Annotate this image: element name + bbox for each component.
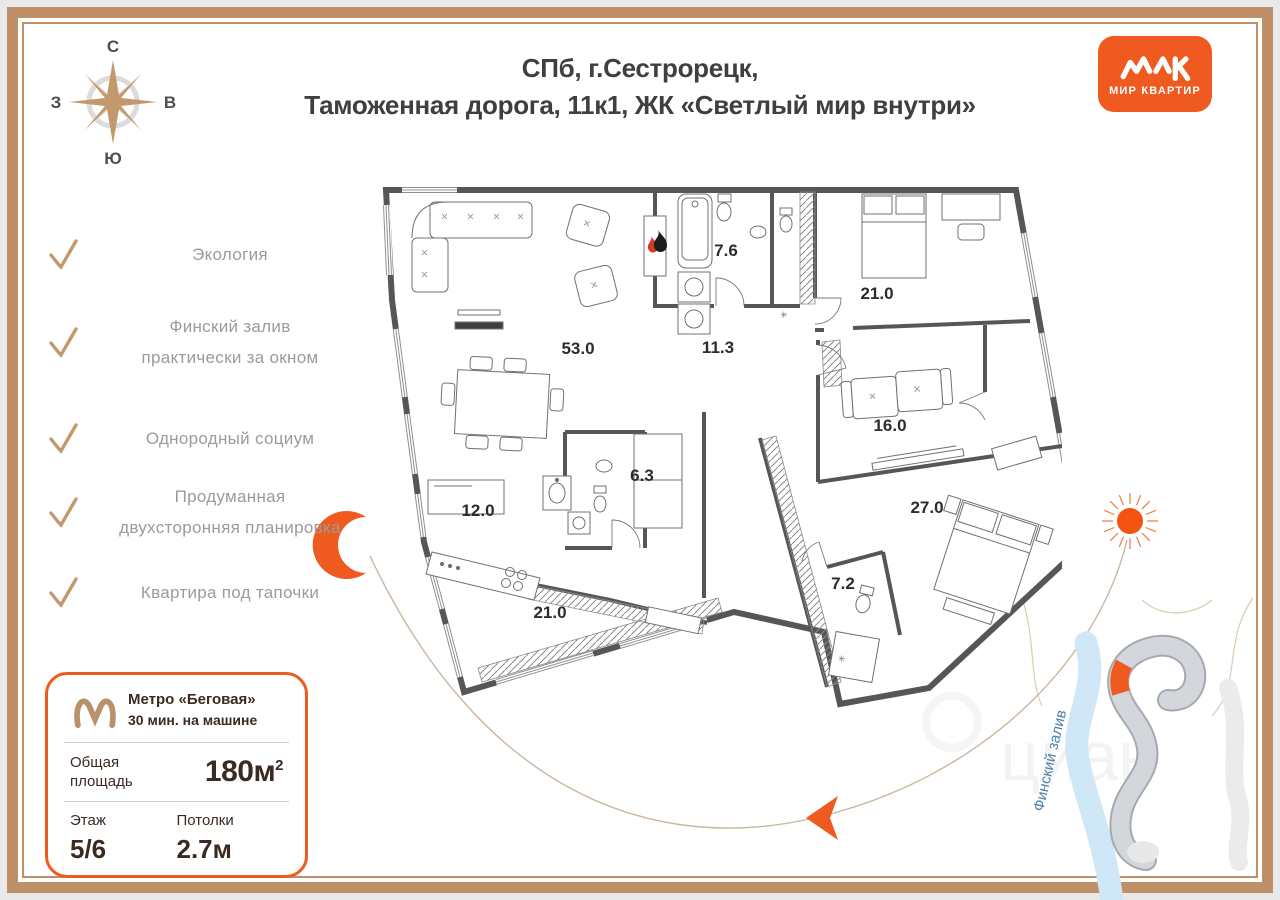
toilet: [594, 486, 606, 512]
card-divider: [64, 742, 289, 743]
washing-machine: [678, 304, 710, 334]
feature-social: [46, 414, 370, 462]
title-line-2: Таможенная дорога, 11к1, ЖК «Светлый мир внутри»: [304, 90, 976, 120]
feature-text: Однородный социум: [145, 428, 315, 448]
room-area-label: 16.0: [873, 416, 907, 435]
check-icon: [46, 575, 80, 609]
feature-text: Финский залив: [169, 317, 291, 336]
sink: [596, 460, 612, 472]
toilet: [717, 194, 731, 221]
sun-path-arrow-icon: [806, 796, 838, 840]
room-area-label: 6.3: [630, 466, 654, 485]
secondary-footprint: [1228, 688, 1240, 862]
washing-machine: [568, 512, 590, 534]
summary-card: [45, 672, 308, 878]
water-label: Финский залив: [1030, 708, 1071, 813]
title-line-1: СПб, г.Сестрорецк,: [521, 53, 759, 83]
card-divider: [64, 801, 289, 802]
sink: [750, 226, 766, 238]
compass-north-label: С: [106, 37, 120, 56]
shower-head-symbol: ✳: [838, 654, 846, 664]
bathtub: [678, 194, 712, 268]
metro-icon: [72, 691, 118, 729]
kitchen-sink: [543, 476, 571, 510]
feature-text: двухсторонняя планировка: [119, 518, 341, 537]
check-icon: [46, 237, 80, 271]
check-icon: [46, 421, 80, 455]
total-area-value: [205, 755, 283, 789]
floor-value: 5/6: [70, 834, 107, 864]
bed: [862, 194, 926, 278]
feature-gulf-view: [46, 310, 370, 374]
feature-ready: [46, 568, 370, 616]
washing-machine: [678, 272, 710, 302]
total-area-sup: 2: [275, 757, 283, 774]
brand-logo: [1098, 36, 1212, 112]
room-area-label: 7.2: [831, 574, 855, 593]
room-area-label: 7.6: [714, 241, 738, 260]
ceiling-label: Потолки: [176, 812, 234, 829]
toilet: [780, 208, 792, 232]
room-area-label: 12.0: [461, 501, 495, 520]
sun-icon: [1102, 493, 1158, 549]
shower: [829, 632, 880, 683]
ceiling-value: 2.7м: [176, 834, 232, 864]
room-area-label: 11.3: [701, 338, 735, 357]
metro-time: 30 мин. на машине: [128, 712, 258, 728]
check-icon: [46, 325, 80, 359]
pond-shape: [1127, 841, 1159, 863]
compass-south-label: Ю: [104, 149, 122, 168]
apartment-location-marker: [1119, 664, 1124, 693]
page-title: [180, 50, 1100, 124]
floor-label: Этаж: [70, 812, 106, 829]
feature-text: практически за окном: [141, 348, 319, 367]
total-area-number: 180м: [204, 755, 276, 788]
feature-layout: [46, 480, 370, 544]
room-area-label: 53.0: [561, 339, 595, 358]
feature-ecology: [46, 224, 370, 284]
total-area-label: Общая площадь: [70, 754, 133, 790]
metro-name: Метро «Беговая»: [128, 691, 256, 708]
feature-text: Квартира под тапочки: [140, 582, 320, 602]
shower-head-symbol: ✳: [780, 310, 788, 320]
compass-rose: [48, 30, 178, 170]
brand-logo-text: МИР КВАРТИР: [1109, 85, 1201, 97]
check-icon: [46, 495, 80, 529]
room-area-label: 27.0: [910, 498, 944, 517]
room-area-label: 21.0: [860, 284, 894, 303]
feature-text: Экология: [192, 244, 268, 264]
fireplace: [644, 216, 667, 276]
feature-text: Продуманная: [174, 487, 286, 506]
brand-logo-mark-icon: [1115, 51, 1195, 81]
compass-east-label: В: [163, 93, 177, 112]
room-area-label: 21.0: [533, 603, 567, 622]
compass-west-label: З: [50, 93, 62, 112]
floor-plan: [372, 180, 1062, 710]
compass-star: [69, 60, 157, 144]
